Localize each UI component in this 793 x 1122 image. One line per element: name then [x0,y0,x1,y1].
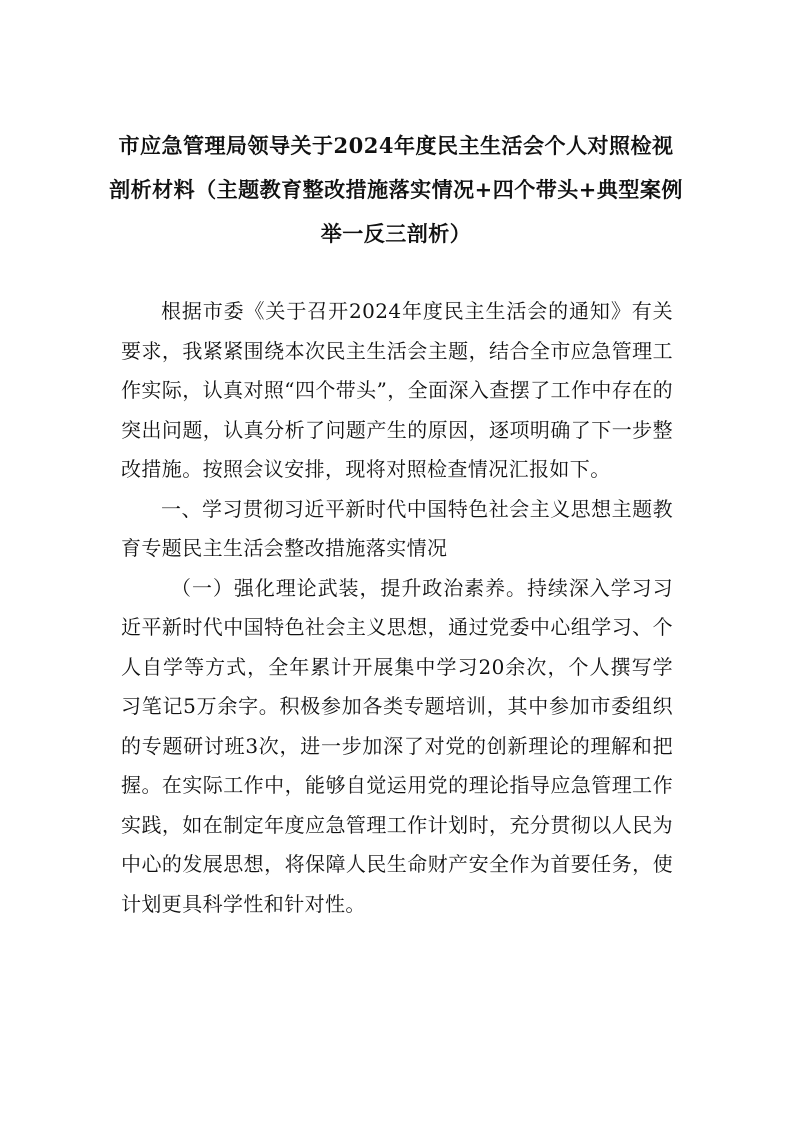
document-body [121,292,673,924]
document-title: 市应急管理局领导关于2024年度民主生活会个人对照检视剖析材料（主题教育整改措施落实情况+四个带头+典型案例举一反三剖析） [109,133,683,246]
intro-paragraph: 根据市委《关于召开2024年度民主生活会的通知》有关要求，我紧紧围绕本次民主生活会主题，结合全市应急管理工作实际，认真对照“四个带头”，全面深入查摆了工作中存在的突出问题，认真分析了问题产生的原因，逐项明确了下一步整改措施。按照会议安排，现将对照检查情况汇报如下。 [121,299,673,481]
subsection-paragraph: （一）强化理论武装，提升政治素养。持续深入学习习近平新时代中国特色社会主义思想，通过党委中心组学习、个人自学等方式，全年累计开展集中学习20余次，个人撰写学习笔记5万余字。积极参加各类专题培训，其中参加市委组织的专题研讨班3次，进一步加深了对党的创新理论的理解和把握。在实际工作中，能够自觉运用党的理论指导应急管理工作实践，如在制定年度应急管理工作计划时，充分贯彻以人民为中心的发展思想，将保障人民生命财产安全作为首要任务，使计划更具科学性和针对性。 [121,575,673,916]
section-heading: 一、学习贯彻习近平新时代中国特色社会主义思想主题教育专题民主生活会整改措施落实情况 [121,496,673,560]
